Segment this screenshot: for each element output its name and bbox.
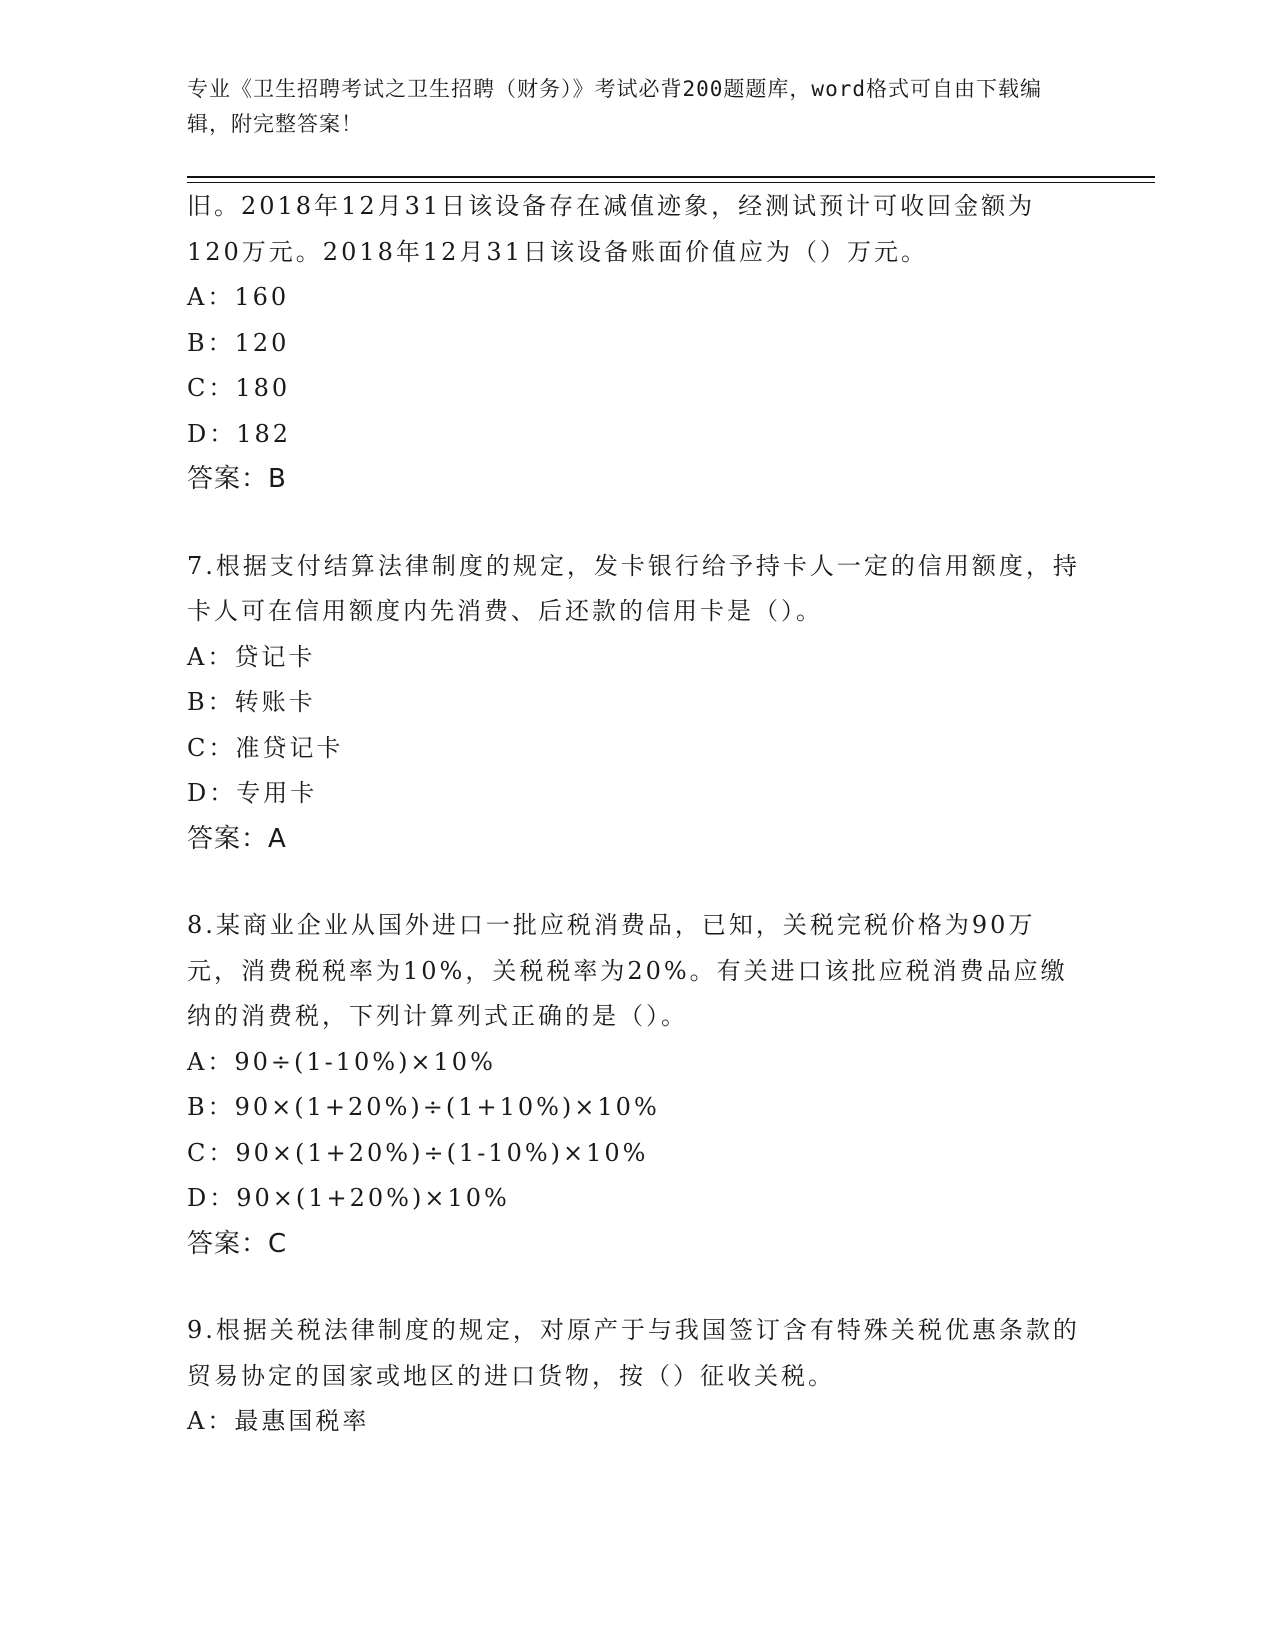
option-a: A：贷记卡 <box>187 642 316 671</box>
option-d: D：专用卡 <box>187 779 318 807</box>
question-text: 7.根据支付结算法律制度的规定，发卡银行给予持卡人一定的信用额度，持卡人可在信用额度内先消费、后还款的信用卡是（）。 <box>187 551 1080 625</box>
option-d: D：90×(1+20%)×10% <box>187 1184 510 1212</box>
question-text: 8.某商业企业从国外进口一批应税消费品，已知，关税完税价格为90万元，消费税税率为10%，关税税率为20%。有关进口该批应税消费品应缴纳的消费税，下列计算列式正确的是（）。 <box>187 911 1068 1030</box>
question-8 <box>187 903 1087 1267</box>
question-7 <box>187 544 1087 863</box>
header-divider <box>187 176 1155 183</box>
option-c: C：准贷记卡 <box>187 733 344 762</box>
option-a: A：90÷(1-10%)×10% <box>187 1047 496 1076</box>
page-header <box>187 72 1067 142</box>
option-c: C：180 <box>187 374 291 402</box>
question-continued <box>187 184 1087 503</box>
option-a: A：160 <box>187 283 290 311</box>
option-b: B：90×(1+20%)÷(1+10%)×10% <box>187 1093 660 1121</box>
question-9 <box>187 1308 1087 1445</box>
option-a: A：最惠国税率 <box>187 1407 370 1435</box>
option-b: B：转账卡 <box>187 688 316 716</box>
answer-line: 答案：B <box>187 464 287 494</box>
option-c: C：90×(1+20%)÷(1-10%)×10% <box>187 1138 649 1167</box>
option-d: D：182 <box>187 419 292 448</box>
question-text: 旧。2018年12月31日该设备存在减值迹象，经测试预计可收回金额为120万元。2018年12月31日该设备账面价值应为（）万元。 <box>187 192 1036 266</box>
answer-line: 答案：A <box>187 823 287 854</box>
question-list <box>187 184 1087 1445</box>
option-b: B：120 <box>187 328 290 357</box>
question-text: 9.根据关税法律制度的规定，对原产于与我国签订含有特殊关税优惠条款的贸易协定的国家或地区的进口货物，按（）征收关税。 <box>187 1316 1080 1390</box>
document-title: 专业《卫生招聘考试之卫生招聘（财务）》考试必背200题题库，word格式可自由下载编辑，附完整答案！ <box>187 77 1042 136</box>
answer-line: 答案：C <box>187 1228 288 1259</box>
